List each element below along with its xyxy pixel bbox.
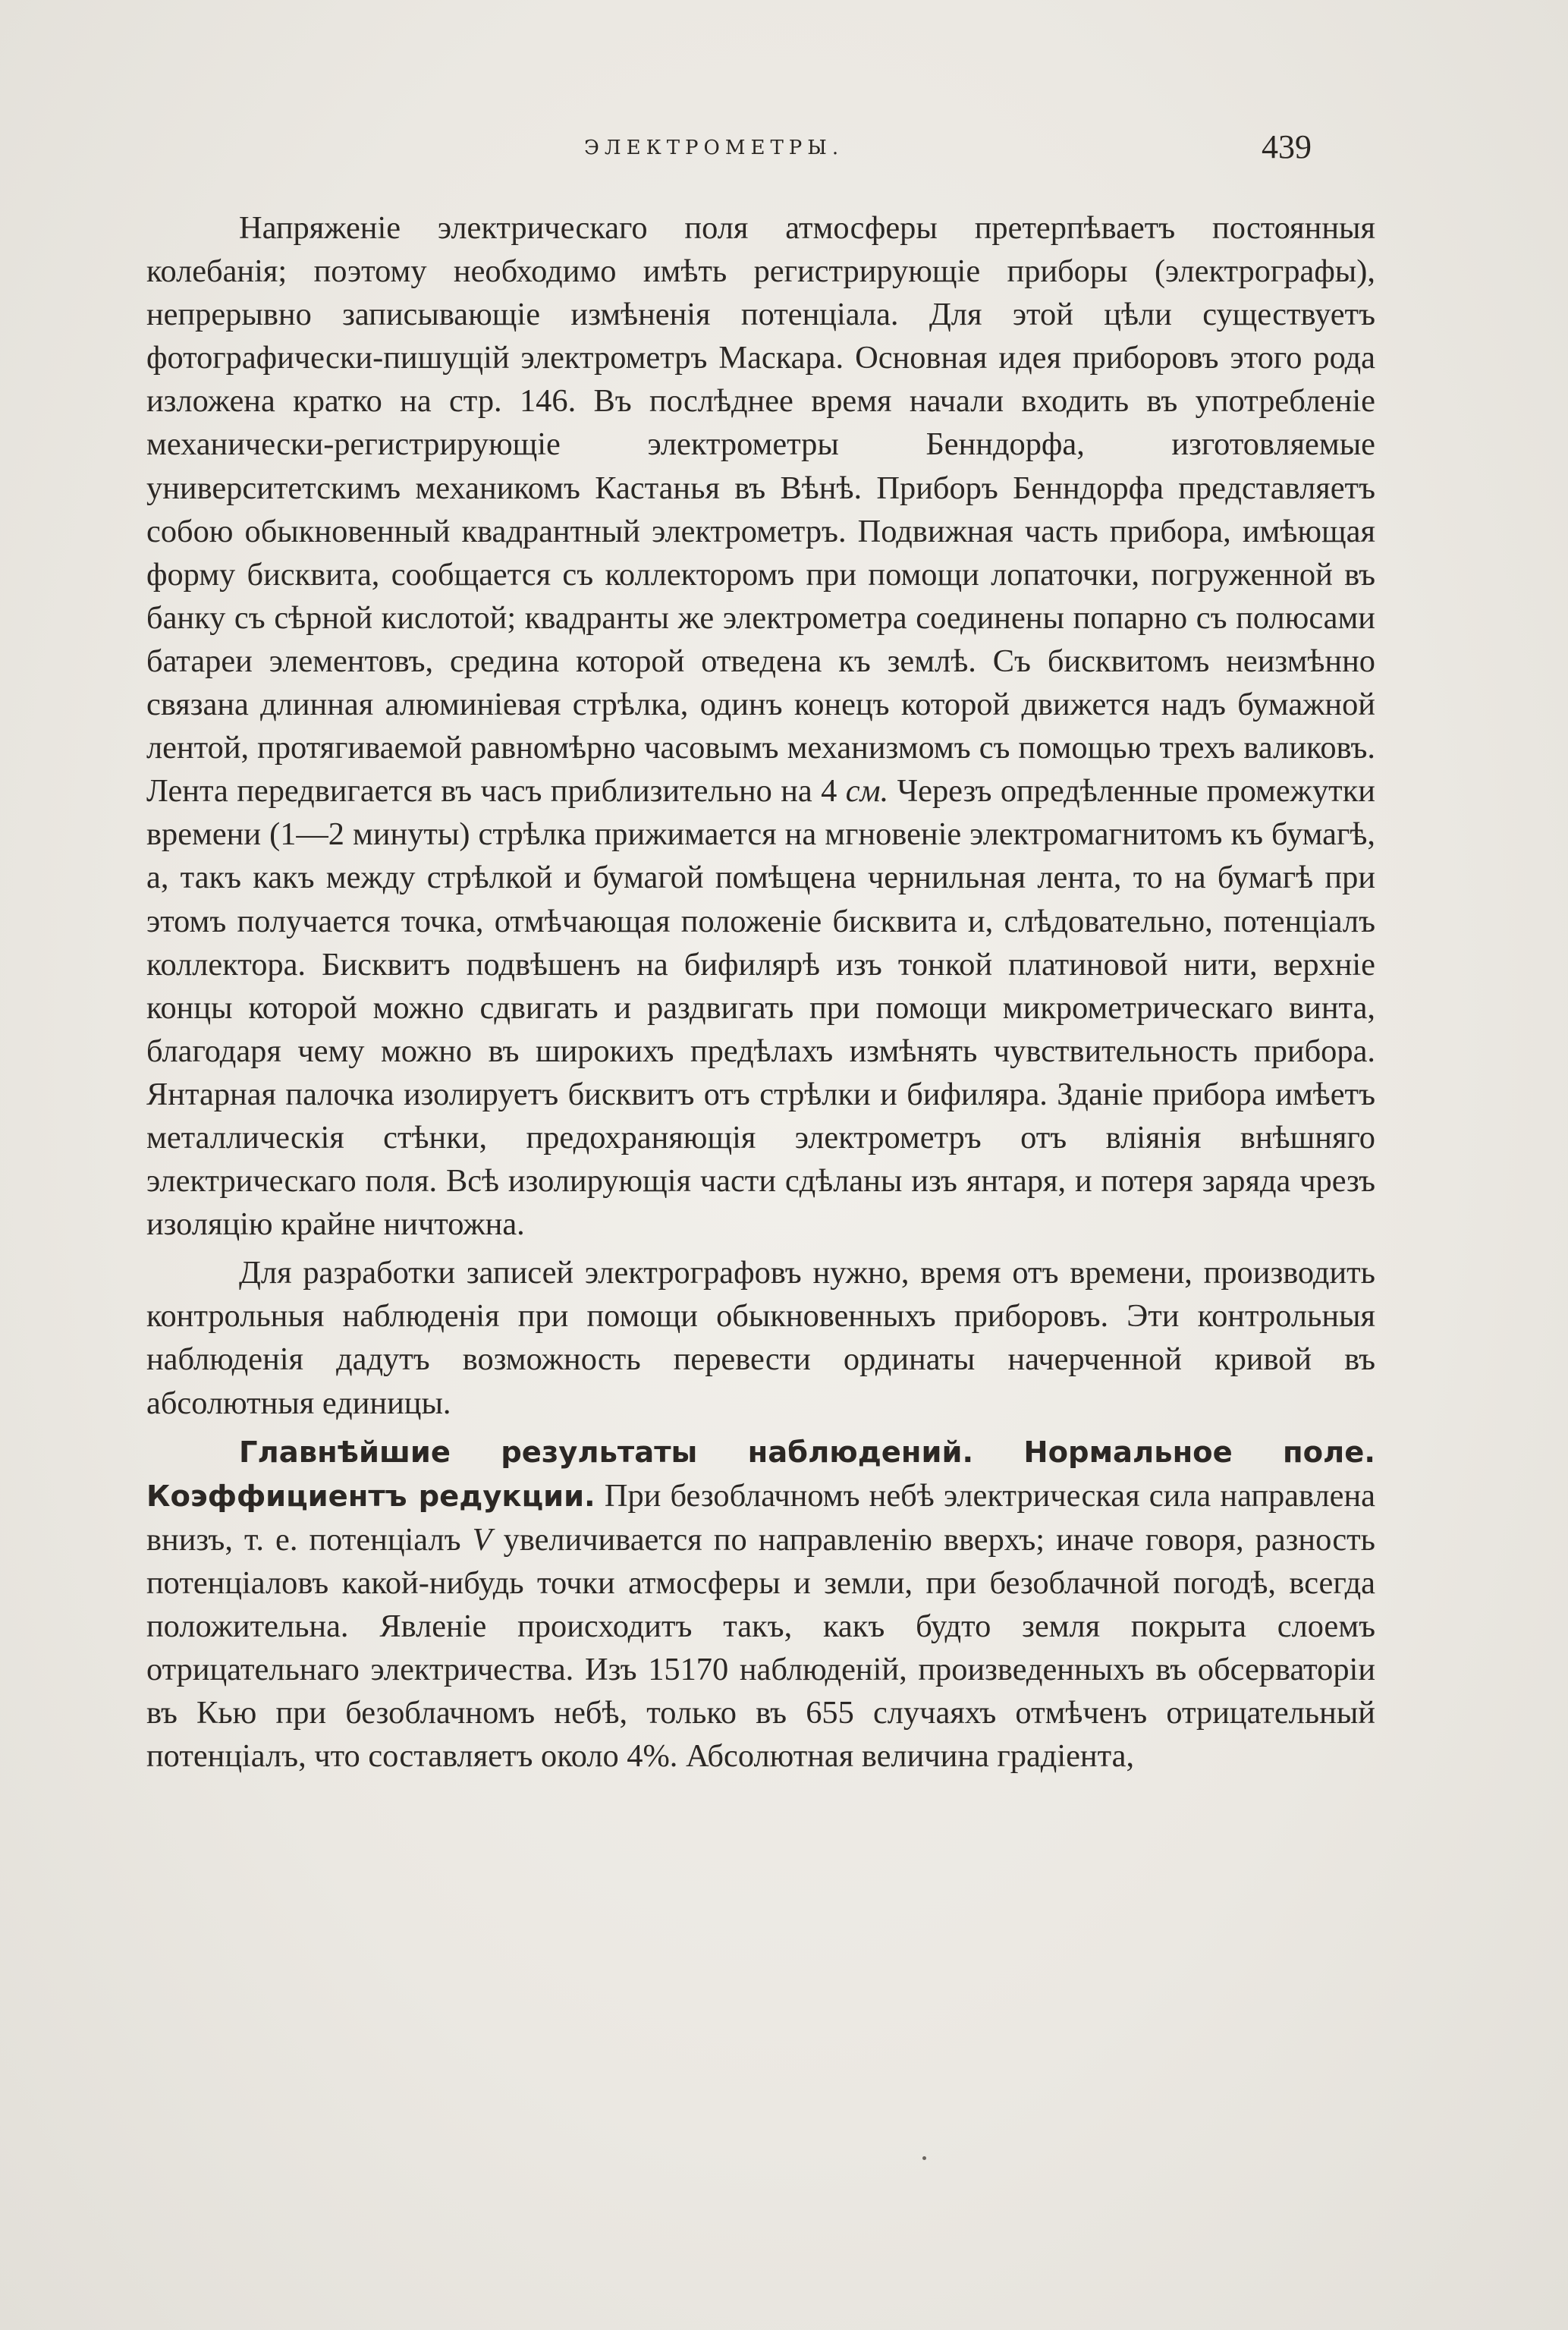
text-segment: Черезъ опредѣленные промежутки времени (1—2 минуты) стрѣлка прижимается на мгновеніе электромагнитомъ къ бумагѣ, а, такъ какъ между стрѣлкой и бумагой помѣщена чернильная лента, то на бумагѣ при этомъ получается точка, отмѣчающая положеніе бисквита и, слѣдовательно, потенціалъ коллектора. Бисквитъ подвѣшенъ на бифилярѣ изъ тонкой платиновой нити, верхніе концы которой можно сдвигать и раздвигать при помощи микрометрическаго винта, благодаря чему можно въ широкихъ предѣлахъ измѣнять чувствительность прибора. Янтарная палочка изолируетъ бисквитъ отъ стрѣлки и бифиляра. Зданіе прибора имѣетъ металлическія стѣнки, предохраняющія электрометръ отъ вліянія внѣшняго электрическаго поля. Всѣ изолирующія части сдѣланы изъ янтаря, и потеря заряда чрезъ изоляцію крайне ничтожна.	[146, 773, 1375, 1243]
section-heading-runin: Главнѣйшие результаты наблюдений. Нормальное поле. Коэффициентъ редукции.	[146, 1435, 1375, 1514]
paragraph-main-results	[146, 1430, 1375, 1778]
text-segment: Для разработки записей электрографовъ нужно, время отъ времени, производить контрольныя наблюденія при помощи обыкновенныхъ приборовъ. Эти контрольныя наблюденія дадутъ возможность перевести ординаты начерченной кривой въ абсолютныя единицы.	[146, 1255, 1375, 1421]
running-title: ЭЛЕКТРОМЕТРЫ.	[584, 137, 844, 159]
paragraph-electrographs	[146, 206, 1375, 1246]
text-segment-italic: см.	[845, 773, 889, 810]
body-text	[146, 206, 1375, 1778]
text-segment-italic: V	[472, 1521, 492, 1558]
stray-ink-dot	[922, 2156, 926, 2160]
paragraph-control-observations	[146, 1251, 1375, 1424]
text-segment: увеличивается по направленію вверхъ; иначе говоря, разность потенціаловъ какой-нибудь точки атмосферы и земли, при безоблачной погодѣ, всегда положительна. Явленіе происходитъ такъ, какъ будто земля покрыта слоемъ отрицательнаго электричества. Изъ 15170 наблюденій, произведенныхъ въ обсерваторіи въ Кью при безоблачномъ небѣ, только въ 655 случаяхъ отмѣченъ отрицательный потенціалъ, что составляетъ около 4%. Абсолютная величина градіента,	[146, 1521, 1375, 1775]
text-segment: Напряженіе электрическаго поля атмосферы претерпѣваетъ постоянныя колебанія; поэтому необходимо имѣть регистрирующіе приборы (электрографы), непрерывно записывающіе измѣненія потенціала. Для этой цѣли существуетъ фотографически-пишущій электрометръ Маскара. Основная идея приборовъ этого рода изложена кратко на стр. 146. Въ послѣднее время начали входить въ употребленіе механически-регистрирующіе электрометры Бенндорфа, изготовляемые университетскимъ механикомъ Кастанья въ Вѣнѣ. Приборъ Бенндорфа представляетъ собою обыкновенный квадрантный электрометръ. Подвижная часть прибора, имѣющая форму бисквита, сообщается съ коллекторомъ при помощи лопаточки, погруженной въ банку съ сѣрной кислотой; квадранты же электрометра соединены попарно съ полюсами батареи элементовъ, средина которой отведена къ землѣ. Съ бисквитомъ неизмѣнно связана длинная алюминіевая стрѣлка, одинъ конецъ которой движется надъ бумажной лентой, протягиваемой равномѣрно часовымъ механизмомъ съ помощью трехъ валиковъ. Лента передвигается въ часъ приблизительно на 4	[146, 210, 1375, 810]
page-header	[0, 127, 1568, 173]
page-number: 439	[1262, 128, 1312, 165]
text-segment: При безоблачномъ небѣ электрическая сила направлена внизъ, т. е. потенціалъ	[146, 1477, 1375, 1558]
